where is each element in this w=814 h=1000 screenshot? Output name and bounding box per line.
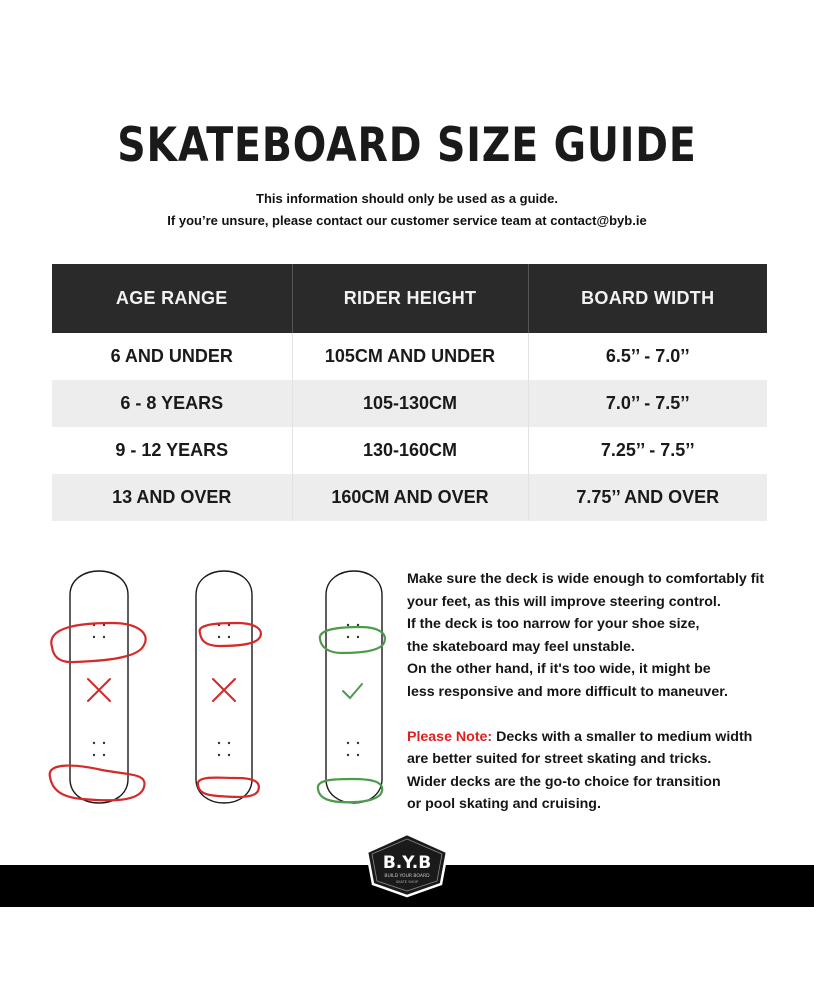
logo-sub-text: BUILD YOUR BOARD (384, 874, 430, 879)
page-title: SKATEBOARD SIZE GUIDE (117, 118, 697, 173)
cell-age: 9 - 12 YEARS (52, 427, 292, 474)
deck-illustrations (40, 565, 400, 815)
note-text: Decks with a smaller to medium width (492, 728, 753, 745)
advice-line: If the deck is too narrow for your shoe size, (407, 616, 700, 633)
deck-too-narrow-2 (196, 571, 261, 803)
check-icon (343, 684, 362, 698)
x-icon (213, 679, 235, 701)
logo-shop-text: SKATE SHOP (395, 880, 419, 884)
note-line: are better suited for street skating and tricks. (407, 751, 712, 768)
subtitle-contact: If you’re unsure, please contact our customer service team at contact@byb.ie (167, 213, 647, 228)
header-age-range: AGE RANGE (52, 264, 292, 333)
subtitle-guide: This information should only be used as a guide. (256, 191, 558, 206)
deck-correct-fit (318, 571, 385, 803)
cell-age: 13 AND OVER (52, 474, 292, 521)
header-rider-height: RIDER HEIGHT (292, 264, 528, 333)
cell-height: 160CM AND OVER (292, 474, 528, 521)
byb-logo (365, 832, 449, 898)
note-line (407, 726, 777, 749)
cell-height: 105-130CM (292, 380, 528, 427)
advice-line: your feet, as this will improve steering control. (407, 593, 721, 610)
foot-outline-back (50, 766, 145, 801)
foot-outline-back (318, 779, 382, 802)
size-table (52, 264, 767, 521)
cell-width: 7.75’’ AND OVER (528, 474, 767, 521)
table-row (52, 474, 767, 521)
size-advice-text (407, 568, 777, 816)
x-icon (88, 679, 110, 701)
table-row (52, 333, 767, 380)
note-line: Wider decks are the go-to choice for transition (407, 773, 721, 790)
advice-line: Make sure the deck is wide enough to comfortably fit (407, 571, 765, 587)
table-row (52, 427, 767, 474)
foot-outline-front (320, 627, 385, 653)
foot-outline-front (51, 623, 145, 662)
cell-age: 6 AND UNDER (52, 333, 292, 380)
table-header-row (52, 264, 767, 333)
cell-width: 6.5’’ - 7.0’’ (528, 333, 767, 380)
cell-width: 7.0’’ - 7.5’’ (528, 380, 767, 427)
cell-width: 7.25’’ - 7.5’’ (528, 427, 767, 474)
cell-height: 130-160CM (292, 427, 528, 474)
table-row (52, 380, 767, 427)
advice-line: less responsive and more difficult to maneuver. (407, 683, 728, 700)
foot-outline-back (198, 778, 259, 797)
deck-too-narrow-1 (50, 571, 146, 803)
header-board-width: BOARD WIDTH (528, 264, 767, 333)
note-label: Please Note: (407, 728, 493, 745)
advice-line: On the other hand, if it's too wide, it might be (407, 661, 711, 678)
advice-line: the skateboard may feel unstable. (407, 638, 635, 655)
cell-age: 6 - 8 YEARS (52, 380, 292, 427)
logo-main-text: B.Y.B (382, 853, 432, 873)
note-line: or pool skating and cruising. (407, 796, 601, 813)
cell-height: 105CM AND UNDER (292, 333, 528, 380)
